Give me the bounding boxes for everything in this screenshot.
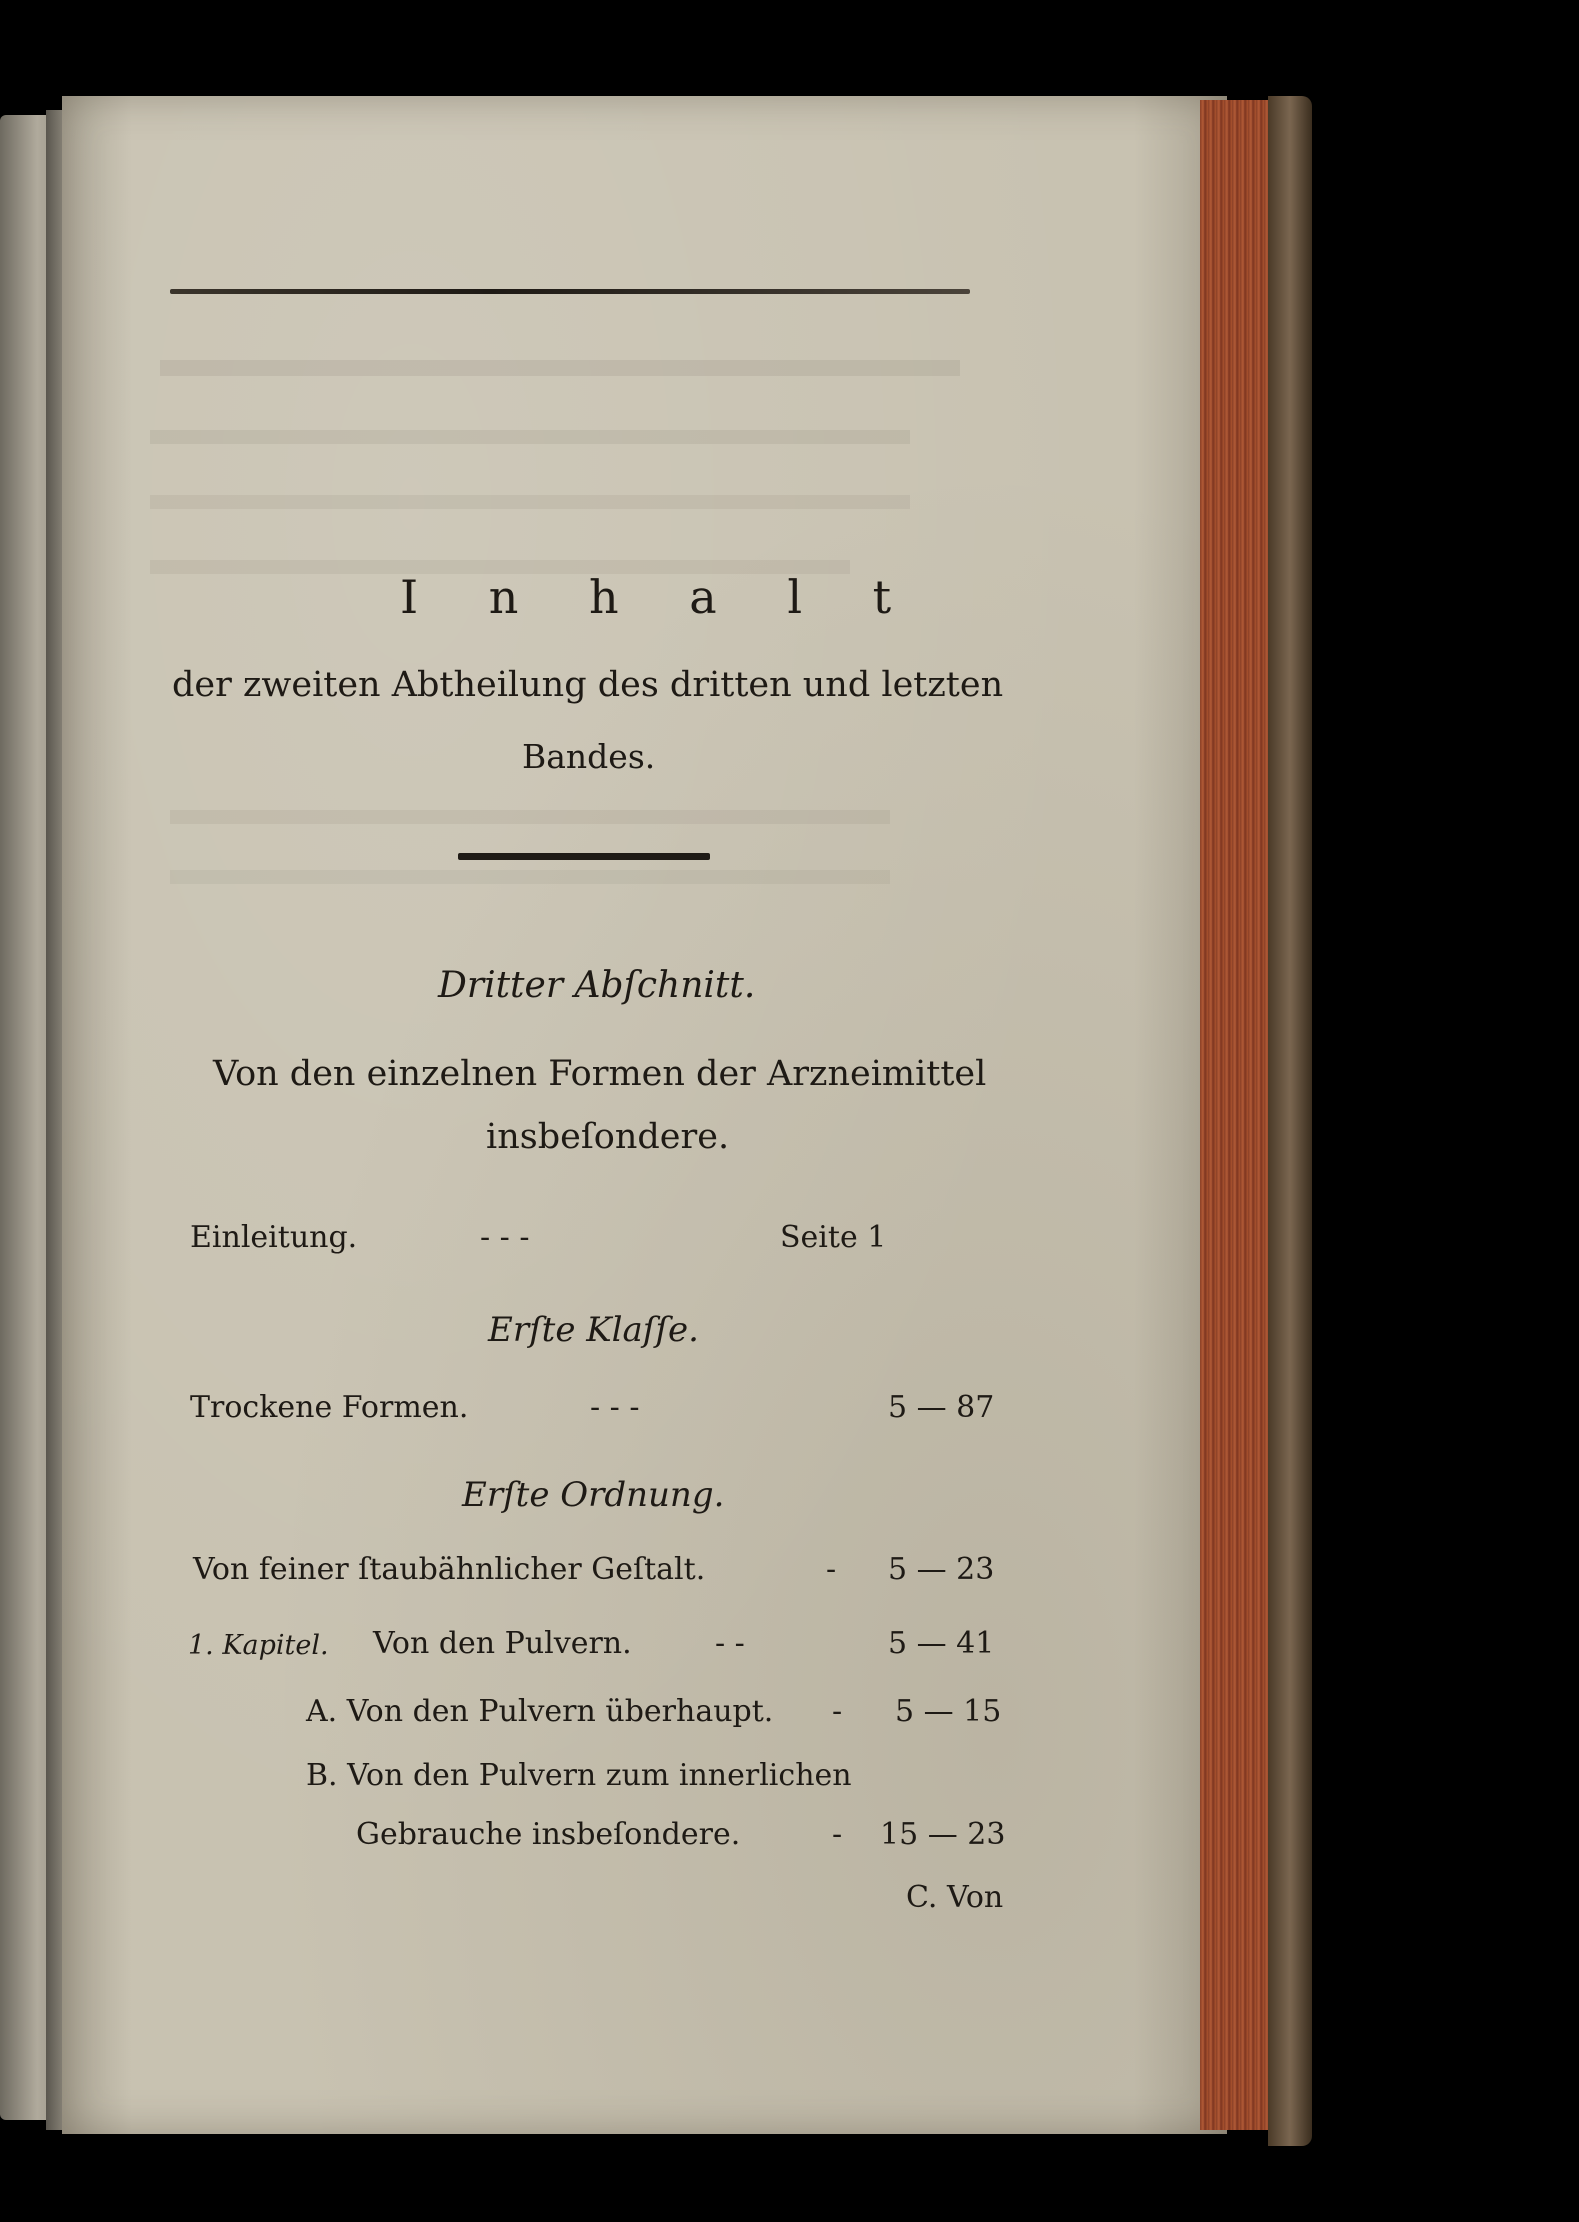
toc-entry-feiner: Von feiner ſtaubähnlicher Geſtalt.: [193, 1552, 706, 1587]
show-through-mark: [170, 870, 890, 884]
page-edges-red: [1200, 100, 1278, 2130]
toc-leader-dots: - -: [715, 1626, 745, 1661]
subtitle-line-1: der zweiten Abtheilung des dritten und letzten: [172, 665, 1004, 705]
divider-rule: [458, 853, 710, 860]
toc-leader-dots: - - -: [480, 1220, 530, 1255]
toc-page-einleitung: Seite 1: [780, 1220, 887, 1255]
show-through-mark: [170, 810, 890, 824]
toc-leader-dots: -: [832, 1694, 843, 1729]
section-heading-line-1: Von den einzelnen Formen der Arzneimittel: [213, 1054, 987, 1094]
section-heading-line-2: insbeſondere.: [486, 1117, 730, 1157]
toc-entry-einleitung: Einleitung.: [190, 1220, 358, 1255]
toc-leader-dots: -: [826, 1552, 837, 1587]
toc-page-b: 15 — 23: [880, 1817, 1006, 1852]
toc-page-a: 5 — 15: [895, 1694, 1002, 1729]
toc-entry-a: A. Von den Pulvern überhaupt.: [306, 1694, 774, 1729]
toc-page-feiner: 5 — 23: [888, 1552, 995, 1587]
toc-entry-b-line-1: B. Von den Pulvern zum innerlichen: [306, 1758, 852, 1793]
show-through-mark: [150, 430, 910, 444]
toc-page-trockene: 5 — 87: [888, 1390, 995, 1425]
toc-leader-dots: -: [832, 1817, 843, 1852]
subtitle-line-2: Bandes.: [522, 737, 656, 776]
page-title: I n h a l t: [400, 570, 920, 624]
catchword: C. Von: [906, 1880, 1004, 1915]
toc-entry-trockene: Trockene Formen.: [190, 1390, 469, 1425]
toc-kapitel-prefix: 1. Kapitel.: [188, 1630, 329, 1661]
toc-entry-b-line-2: Gebrauche insbeſondere.: [356, 1817, 741, 1852]
toc-heading-ordnung: Erſte Ordnung.: [462, 1475, 725, 1515]
show-through-mark: [160, 360, 960, 376]
header-rule: [170, 289, 970, 294]
toc-leader-dots: - - -: [590, 1390, 640, 1425]
toc-page-kapitel: 5 — 41: [888, 1626, 995, 1661]
section-title: Dritter Abſchnitt.: [438, 965, 756, 1006]
book-cover-edge: [1268, 96, 1312, 2146]
toc-heading-klasse: Erſte Klaſſe.: [488, 1310, 699, 1350]
show-through-mark: [150, 495, 910, 509]
toc-entry-kapitel: Von den Pulvern.: [373, 1626, 632, 1661]
